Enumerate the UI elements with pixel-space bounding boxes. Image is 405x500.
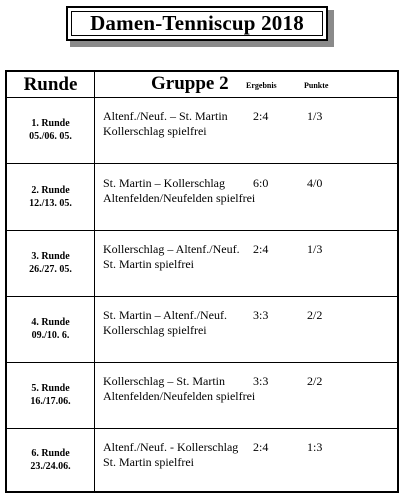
header-gruppe: Gruppe 2 [151, 73, 229, 94]
round-label: 2. Runde [31, 185, 70, 196]
table-row [7, 97, 397, 164]
round-label: 3. Runde [31, 251, 70, 262]
round-cell [7, 362, 94, 428]
round-date: 09./10. 6. [31, 330, 70, 341]
table-row [7, 296, 397, 363]
bye-team: St. Martin spielfrei [103, 455, 194, 469]
table-row [7, 362, 397, 429]
match-points: 1:3 [307, 440, 323, 454]
round-cell [7, 164, 94, 230]
match-result: 2:4 [253, 242, 269, 256]
bye-team: Kollerschlag spielfrei [103, 124, 207, 138]
match-result: 2:4 [253, 109, 269, 123]
round-label: 5. Runde [31, 383, 70, 394]
round-date: 16./17.06. [30, 396, 71, 407]
round-date: 12./13. 05. [29, 198, 72, 209]
round-cell [7, 230, 94, 296]
bye-team: St. Martin spielfrei [103, 257, 194, 271]
page-title: Damen-Tenniscup 2018 [90, 11, 304, 35]
schedule-table [5, 70, 399, 493]
round-date: 23./24.06. [30, 460, 71, 472]
title-box [66, 6, 328, 41]
header-runde: Runde [23, 73, 78, 95]
match-points: 1/3 [307, 109, 323, 123]
match-result: 3:3 [253, 308, 269, 322]
match-pairing: St. Martin – Altenf./Neuf. [103, 308, 227, 322]
round-date: 05./06. 05. [29, 131, 72, 142]
round-cell [7, 296, 94, 362]
table-row [7, 164, 397, 231]
match-pairing: Altenf./Neuf. – St. Martin [103, 109, 228, 123]
match-pairing: St. Martin – Kollerschlag [103, 176, 225, 190]
match-result: 2:4 [253, 440, 269, 454]
bye-team: Altenfelden/Neufelden spielfrei [103, 191, 256, 205]
match-points: 2/2 [307, 374, 323, 388]
bye-team: Kollerschlag spielfrei [103, 323, 207, 337]
round-label: 1. Runde [31, 118, 70, 129]
match-pairing: Kollerschlag – St. Martin [103, 374, 225, 388]
round-cell [7, 428, 94, 491]
table-row [7, 428, 397, 491]
bye-team: Altenfelden/Neufelden spielfrei [103, 389, 256, 403]
table-header [7, 72, 397, 98]
match-points: 1/3 [307, 242, 323, 256]
round-date: 26./27. 05. [29, 264, 72, 275]
match-result: 3:3 [253, 374, 269, 388]
match-points: 2/2 [307, 308, 323, 322]
match-result: 6:0 [253, 176, 269, 190]
header-ergebnis: Ergebnis [246, 81, 277, 90]
round-cell [7, 97, 94, 163]
match-points: 4/0 [307, 176, 323, 190]
match-pairing: Altenf./Neuf. - Kollerschlag [103, 440, 239, 454]
match-pairing: Kollerschlag – Altenf./Neuf. [103, 242, 240, 256]
table-row [7, 230, 397, 297]
header-punkte: Punkte [304, 81, 329, 90]
round-label: 4. Runde [31, 317, 70, 328]
round-label: 6. Runde [31, 447, 70, 459]
